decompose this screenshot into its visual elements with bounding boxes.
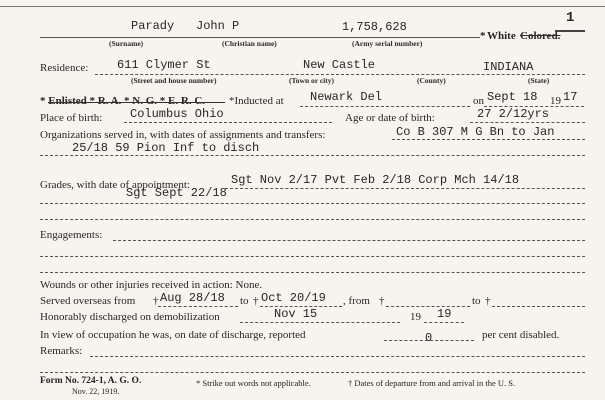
residence-label: Residence:: [40, 62, 89, 74]
wounds-label: Wounds or other injuries received in action: None.: [40, 279, 263, 291]
surname-value: Parady: [131, 19, 175, 33]
residence-line: [95, 74, 585, 75]
race-white: White: [487, 30, 516, 42]
overseas-dagger-2: †: [253, 295, 259, 307]
overseas-to-label: to: [240, 295, 249, 307]
form-date: Nov. 22, 1919.: [72, 387, 120, 396]
label-county: (County): [417, 76, 446, 85]
overseas-label: Served overseas from: [40, 295, 136, 307]
footnote-dates: † Dates of departure from and arrival in the U. S.: [348, 378, 516, 388]
birth-place-line: [124, 122, 332, 123]
overseas-dagger-1: †: [153, 295, 159, 307]
age-value: 27 2/12yrs: [477, 107, 550, 121]
grades-line-c: [40, 219, 585, 220]
grades-line-b: [40, 203, 585, 204]
top-border: [0, 6, 605, 7]
organizations-line-b: [40, 155, 585, 156]
inducted-label: *Inducted at: [229, 95, 284, 107]
footnote-strike-out: * Strike out words not applicable.: [196, 378, 311, 388]
birth-place-value: Columbus Ohio: [130, 107, 224, 121]
inducted-year-value: 17: [563, 90, 578, 104]
state-value: INDIANA: [483, 60, 534, 74]
town-value: New Castle: [303, 58, 376, 72]
organizations-line2: 25/18 59 Pion Inf to disch: [72, 141, 260, 155]
overseas-from-line: [158, 306, 238, 307]
overseas-dagger-4: †: [485, 295, 491, 307]
organizations-label: Organizations served in, with dates of assignments and transfers:: [40, 129, 326, 141]
disability-label: In view of occupation he was, on date of discharge, reported: [40, 329, 306, 341]
discharge-year-prefix: 19: [410, 311, 421, 323]
remarks-label: Remarks:: [40, 345, 83, 357]
label-street: (Street and house number): [131, 76, 217, 85]
grades-line1: Sgt Nov 2/17 Pvt Feb 2/18 Corp Mch 14/18: [231, 173, 520, 187]
christian-name-value: John P: [196, 19, 240, 33]
label-surname: (Surname): [109, 39, 144, 48]
serial-number-value: 1,758,628: [342, 20, 407, 34]
grades-line-a: [225, 188, 585, 189]
organizations-line-a: [392, 139, 585, 140]
overseas-to-value: Oct 20/19: [261, 291, 326, 305]
overseas-from2-line: [386, 306, 470, 307]
inducted-year-prefix: 19: [550, 95, 561, 107]
engagements-line-c: [40, 272, 585, 273]
label-christian-name: (Christian name): [222, 39, 277, 48]
on-label: on: [473, 95, 484, 107]
street-value: 611 Clymer St: [117, 58, 211, 72]
label-town: (Town or city): [289, 76, 334, 85]
discharge-year-line: [424, 322, 464, 323]
enlisted-strike: [48, 102, 225, 103]
form-number: Form No. 724-1, A. G. O.: [40, 376, 142, 386]
discharge-year-value: 19: [437, 307, 452, 321]
overseas-to2-label: to: [472, 295, 481, 307]
remarks-line-b: [40, 372, 585, 373]
inducted-date-value: Sept 18: [487, 90, 538, 104]
discharge-label: Honorably discharged on demobilization: [40, 311, 220, 323]
race-colored-struck: Colored.: [520, 30, 561, 42]
overseas-to2-line: [492, 306, 585, 307]
grades-line2: Sgt Sept 22/18: [126, 186, 227, 200]
grades-label: Grades, with date of appointment:: [40, 179, 190, 191]
overseas-from2-label: , from: [343, 295, 370, 307]
colored-underline: [555, 30, 585, 32]
label-serial-number: (Army serial number): [352, 39, 423, 48]
label-state: (State): [528, 76, 550, 85]
remarks-line-a: [90, 356, 585, 357]
engagements-line-a: [113, 240, 585, 241]
age-label: Age or date of birth:: [345, 112, 435, 124]
birth-place-label: Place of birth:: [40, 112, 103, 124]
age-line: [470, 122, 585, 123]
card-number: 1: [566, 10, 575, 26]
race-star: *: [480, 30, 486, 42]
overseas-dagger-3: †: [379, 295, 385, 307]
disability-value: 0: [425, 331, 433, 345]
enlisted-label: * Enlisted * R. A. * N. G. * E. R. C.: [40, 95, 206, 107]
engagements-label: Engagements:: [40, 229, 103, 241]
discharge-date-value: Nov 15: [274, 307, 318, 321]
disability-line: [384, 340, 474, 341]
discharge-date-line: [240, 322, 400, 323]
overseas-from-value: Aug 28/18: [160, 291, 225, 305]
engagements-line-b: [40, 256, 585, 257]
inducted-at-value: Newark Del: [310, 90, 383, 104]
inducted-line: [300, 106, 470, 107]
disability-suffix: per cent disabled.: [482, 329, 560, 341]
organizations-line1: Co B 307 M G Bn to Jan: [396, 125, 555, 139]
name-line: [40, 37, 480, 38]
